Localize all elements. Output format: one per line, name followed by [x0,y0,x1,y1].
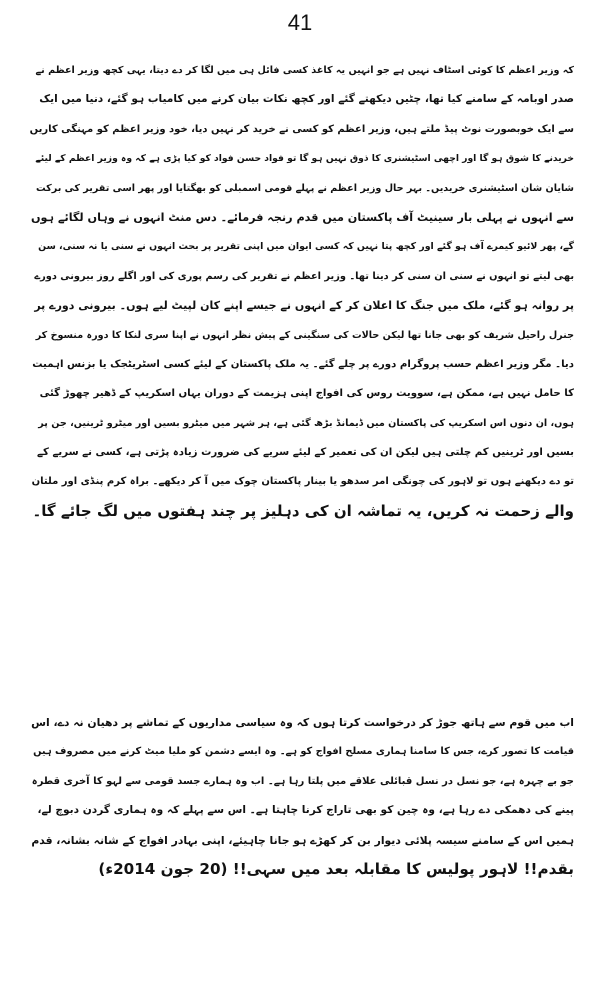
text-line: دیا۔ مگر وزیر اعظم حسب پروگرام دورے پر چلے گئے۔ یہ ملک پاکستان کے لیئے کسی اسٹریٹجک یا بزنس اہمیت [32,358,574,370]
text-line: والے زحمت نہ کریں، یہ تماشہ ان کی دہلیز پر چند ہفتوں میں لگ جائے گا۔ [32,501,574,520]
text-line: پینے کی دھمکی دے رہا ہے، وہ چین کو بھی تاراج کرنا چاہتا ہے۔ اس سے پہلے کہ وہ ہماری گردن دبوچ لے، [37,804,574,817]
text-line: بقدم!! لاہور پولیس کا مقابلہ بعد میں سہی!! (20 جون 2014ء) [98,859,574,878]
text-line: ہمیں اس کے سامنے سیسہ پلائی دیوار بن کر کھڑے ہو جانا چاہیئے، اپنی بہادر افواج کے شانہ بشانہ، قدم [31,833,574,847]
text-line: سے انہوں نے پہلی بار سینیٹ آف پاکستان میں قدم رنجہ فرمائے۔ دس منٹ انہوں نے وہاں لگائے ہوں [30,210,574,224]
text-line: بھی لیتے تو انہوں نے سنی ان سنی کر دینا تھا۔ وزیر اعظم نے تقریر کی رسم پوری کی اور اگلے روز بیرونی دورے [34,270,574,282]
text-line: بسیں اور ٹرینیں کم چلتی ہیں لیکن ان کی تعمیر کے لیئے سریے کی ضرورت زیادہ پڑتی ہے، کسی نے سریے کے [37,447,574,459]
text-line: اب میں قوم سے ہاتھ جوڑ کر درخواست کرتا ہوں کہ وہ سیاسی مداریوں کے تماشے پر دھیان نہ دے، اس [31,716,574,729]
text-line: جو بے چہرہ ہے، جو نسل در نسل قبائلی علاقے میں پلتا رہا ہے۔ اب وہ ہمارے جسد قومی سے لہو کا آخری قطرہ [31,775,574,787]
text-line: شایان شان اسٹیشنری خریدیں۔ بہر حال وزیر اعظم نے پہلے قومی اسمبلی کو بھگتایا اور پھر اسی تقریر کی برکت [36,182,574,194]
text-line: ہوں، ان دنوں اس اسکریپ کی پاکستان میں ڈیمانڈ بڑھ گئی ہے، ہر شہر میں میٹرو بسیں اور میٹرو ٹرینیں، جن پر [38,417,574,429]
text-line: کا حامل نہیں ہے، ممکن ہے، سوویت روس کی افواج اپنی ہزیمت کے دوران یہاں اسکریپ کے ڈھیر چھوڑ گئی [39,388,574,400]
paragraph-2 [30,708,574,884]
text-line: قیامت کا تصور کرے، جس کا سامنا ہماری مسلح افواج کو ہے۔ وہ ایسے دشمن کو ملیا میٹ کرنے میں مصروف ہیں [33,746,574,758]
text-line: پر روانہ ہو گئے، ملک میں جنگ کا اعلان کر کے انہوں نے جیسے اپنے کان لپیٹ لیے ہوں۔ بیرونی دورے پر [34,299,574,313]
text-line: صدر اوبامہ کے سامنے کیا تھا، چٹیں دیکھتے گئے اور کچھ نکات بیان کرنے میں کامیاب ہو گئے، دنیا میں ایک [39,93,574,106]
text-line: تو دے دیکھنے ہوں تو لاہور کی چونگی امر سدھو یا بینار پاکستان چوک میں آ کر دیکھے۔ براہ کرم پنڈی اور ملتان [31,476,574,488]
text-line: گے، پھر لائیو کیمرے آف ہو گئے اور کچھ پتا نہیں کہ کسی ایوان میں اپنی تقریر پر بحث انہوں نے سنی یا نہ سنی، سن [38,241,574,253]
text-line: سے ایک خوبصورت نوٹ پیڈ ملتے ہیں، وزیر اعظم کو کسی نے خرید کر نہیں دیا، خود وزیر اعظم کو مہنگی کاریں [30,123,574,135]
text-line: جنرل راحیل شریف کو بھی جانا تھا لیکن حالات کی سنگینی کے پیش نظر انہوں نے اپنا سری لنکا کا دورہ منسوخ کر [35,329,574,341]
text-line: خریدنے کا شوق ہو گا اور اچھی اسٹیشنری کا ذوق نہیں ہو گا تو فواد حسن فواد کو کیا پڑی ہے کہ وہ وزیر اعظم کے لیئے [35,153,574,165]
paragraph-1 [30,56,574,526]
page-number: 41 [287,10,313,35]
text-line: کہ وزیر اعظم کا کوئی اسٹاف نہیں ہے جو انہیں یہ کاغذ کسی فائل ہی میں لگا کر دے دیتا، یہی کچھ وزیر اعظم نے [35,65,574,76]
